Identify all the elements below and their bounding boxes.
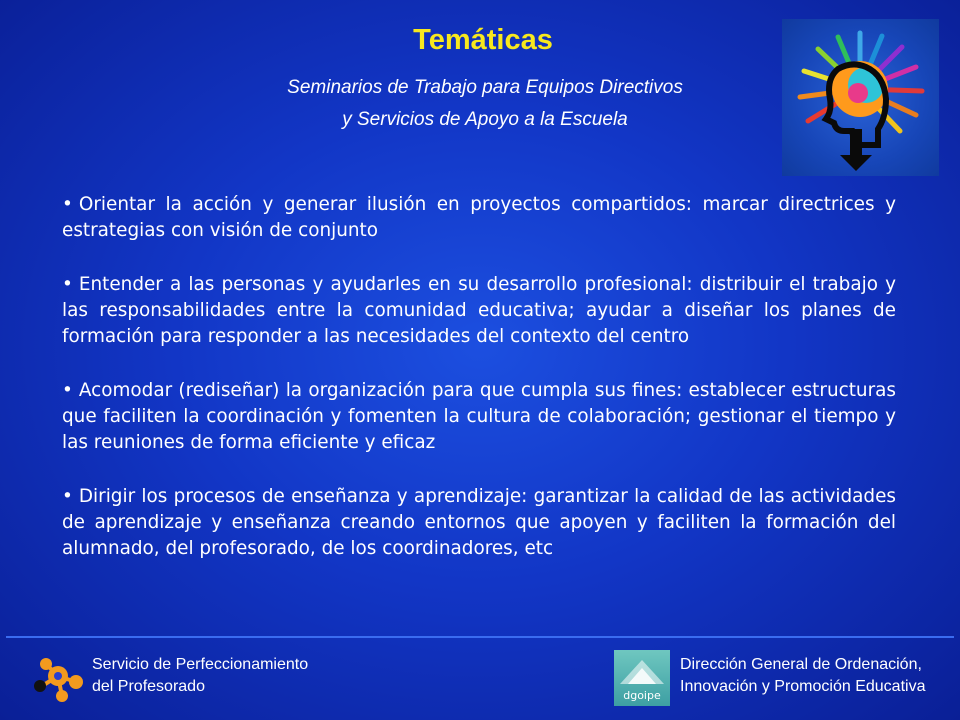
bullet-dot: • <box>62 486 73 507</box>
dgoipe-mountain-graphic <box>614 650 670 690</box>
molecule-logo-icon <box>32 652 88 704</box>
subtitle-line-1: Seminarios de Trabajo para Equipos Directivos <box>287 77 683 98</box>
subtitle-line-2: y Servicios de Apoyo a la Escuela <box>342 109 628 130</box>
footer-left-branding <box>24 648 344 708</box>
bullet-text: Entender a las personas y ayudarles en su desarrollo profesional: distribuir el trabajo y las responsabilidades entre la comunidad educativa; ayudar a diseñar los planes de formación para responder a las necesidades del contexto del centro <box>62 274 896 347</box>
bullet-item <box>62 378 896 456</box>
bullet-dot: • <box>62 274 73 295</box>
bullet-dot: • <box>62 194 73 215</box>
footer-left-text <box>92 654 308 698</box>
bullet-text: Dirigir los procesos de enseñanza y aprendizaje: garantizar la calidad de las actividades de aprendizaje y enseñanza creando entornos que apoyen y faciliten la formación del alumnado, del profesorado, de los coordinadores, etc <box>62 486 896 559</box>
dgoipe-logo-icon <box>614 650 670 706</box>
footer-left-line-1: Servicio de Perfeccionamiento <box>92 656 309 673</box>
footer-left-line-2: del Profesorado <box>92 678 205 695</box>
slide-subtitle <box>190 72 780 136</box>
footer-divider <box>6 636 954 638</box>
bullet-dot: • <box>62 380 73 401</box>
head-ideas-graphic <box>782 19 939 176</box>
footer-right-branding <box>614 650 954 708</box>
bullet-item <box>62 484 896 562</box>
bullet-list <box>62 192 896 590</box>
head-ideas-icon <box>782 19 939 176</box>
bullet-item <box>62 272 896 350</box>
footer-right-text <box>680 654 925 698</box>
slide-title: Temáticas <box>413 24 553 56</box>
dgoipe-logo-label: dgoipe <box>623 689 661 702</box>
bullet-text: Orientar la acción y generar ilusión en proyectos compartidos: marcar directrices y estrategias con visión de conjunto <box>62 194 896 241</box>
bullet-text: Acomodar (rediseñar) la organización para que cumpla sus fines: establecer estructuras que faciliten la coordinación y fomenten la cultura de colaboración; gestionar el tiempo y las reuniones de forma eficiente y eficaz <box>62 380 896 453</box>
footer-right-line-2: Innovación y Promoción Educativa <box>680 678 926 695</box>
footer-right-line-1: Dirección General de Ordenación, <box>680 656 922 673</box>
bullet-item <box>62 192 896 244</box>
